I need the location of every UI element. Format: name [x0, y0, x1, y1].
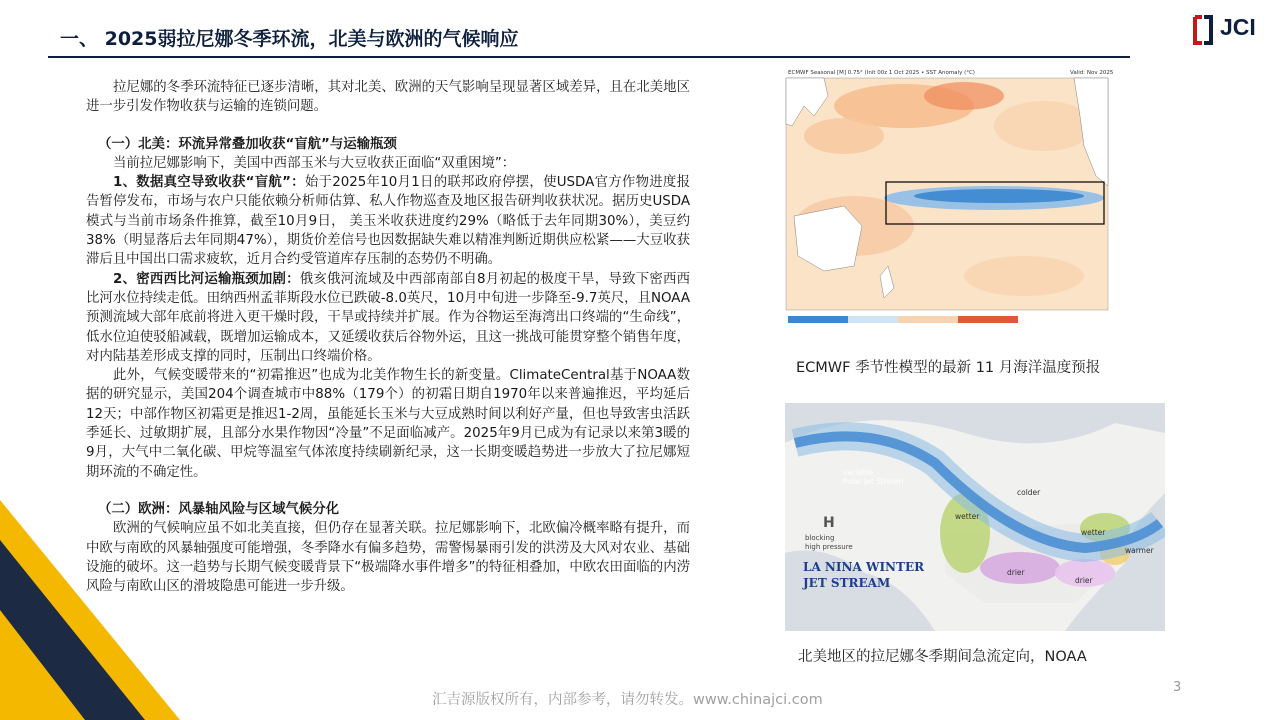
- svg-text:high pressure: high pressure: [805, 543, 853, 551]
- figure1-caption: ECMWF 季节性模型的最新 11 月海洋温度预报: [796, 360, 1101, 376]
- label-jet: Polar Jet Stream: [843, 477, 904, 486]
- map-header-left: ECMWF Seasonal [M] 0.75° (Init 00z 1 Oct 2025 • SST Anomaly (°C): [788, 70, 975, 76]
- paragraph: [86, 270, 690, 366]
- section-heading-north-america: （一）北美：环流异常叠加收获“盲航”与运输瓶颈: [98, 136, 397, 152]
- label-jet-variable: variable: [843, 468, 874, 477]
- map-header-right: Valid: Nov 2025: [1070, 70, 1114, 76]
- paragraph-text: 俄亥俄河流域及中西部南部自8月初起的极度干旱，导致下密西西比河水位持续走低。田纳西州孟菲斯段水位已跌破-8.0英尺，10月中旬进一步降至-9.7英尺，且NOAA预测流域大部年底前将进入更干燥时段，干旱或持续并扩展。作为谷物运至海湾出口终端的“生命线”，低水位迫使驳船减载，既增加运输成本，又延缓收获后谷物外运，且这一挑战可能贯穿整个销售年度，对内陆基差形成支撑的同时，压制出口终端价格。: [86, 271, 690, 364]
- label-colder: colder: [1017, 488, 1041, 497]
- footer-copyright: 汇吉源版权所有，内部参考，请勿转发。www.chinajci.com: [432, 692, 823, 708]
- logo-text: JCI: [1220, 14, 1256, 40]
- bold-lead: 1、数据真空导致收获“盲航”：: [113, 175, 305, 191]
- paragraph-text: 始于2025年10月1日的联邦政府停摆，使USDA官方作物进度报告暂停发布，市场与农户只能依赖分析师估算、私人作物巡查及地区报告研判收获状况。据历史USDA模式与当前市场条件推算，截至10月9日， 美玉米收获进度约29%（略低于去年同期30%），美豆约38%（明显落后去年同期47%），期货价差信号也因数据缺失难以精准判断近期供应松紧——大豆收获滞后且中国出口需求疲软，近月合约受管道库存压制的态势仍不明确。: [86, 175, 690, 268]
- article-body: [86, 78, 690, 596]
- figure2-caption: 北美地区的拉尼娜冬季期间急流定向，NOAA: [798, 649, 1087, 665]
- page-number: 3: [1173, 680, 1182, 695]
- paragraph: 此外，气候变暖带来的“初霜推迟”也成为北美作物生长的新变量。ClimateCentral基于NOAA数据的研究显示，美国204个调查城市中88%（179个）的初霜日期自1970年以来普遍推迟，平均延后12天；中部作物区初霜更是推迟1-2周，虽能延长玉米与大豆成熟时间以利好产量，但也导致害虫活跃季延长、过敏期扩展，且部分水果作物因“冷量”不足面临减产。2025年9月已成为有记录以来第3暖的9月，大气中二氧化碳、甲烷等温室气体浓度持续刷新纪录，这一长期变暖趋势进一步放大了拉尼娜短期环流的不确定性。: [86, 368, 690, 480]
- paragraph: 当前拉尼娜影响下，美国中西部玉米与大豆收获正面临“双重困境”：: [113, 155, 516, 171]
- jet-stream-map: [785, 403, 1165, 631]
- map-title-line1: LA NINA WINTER: [803, 560, 925, 574]
- intro-paragraph: 拉尼娜的冬季环流特征已逐步清晰，其对北美、欧洲的天气影响呈现显著区域差异，且在北美地区进一步引发作物收获与运输的连锁问题。: [86, 80, 690, 115]
- svg-text:blocking: blocking: [805, 534, 835, 542]
- label-drier-2: drier: [1075, 576, 1093, 585]
- label-drier-1: drier: [1007, 568, 1025, 577]
- sst-anomaly-map: [784, 66, 1120, 332]
- label-wetter-west: wetter: [955, 512, 980, 521]
- label-wetter-east: wetter: [1081, 528, 1106, 537]
- title-underline: [48, 56, 1130, 58]
- section-heading-europe: （二）欧洲：风暴轴风险与区域气候分化: [98, 501, 340, 517]
- map-title-line2: JET STREAM: [803, 576, 891, 590]
- page-title: 一、 2025弱拉尼娜冬季环流，北美与欧洲的气候响应: [60, 28, 519, 50]
- bold-lead: 2、密西西比河运输瓶颈加剧：: [113, 271, 300, 287]
- label-high-pressure: H: [823, 515, 835, 531]
- label-warmer: warmer: [1125, 546, 1154, 555]
- paragraph: [86, 173, 690, 269]
- paragraph: 欧洲的气候响应虽不如北美直接，但仍存在显著关联。拉尼娜影响下，北欧偏冷概率略有提升，而中欧与南欧的风暴轴强度可能增强，冬季降水有偏多趋势，需警惕暴雨引发的洪涝及大风对农业、基础设施的破坏。这一趋势与长期气候变暖背景下“极端降水事件增多”的特征相叠加，中欧农田面临的内涝风险与南欧山区的滑坡隐患可能进一步升级。: [86, 521, 690, 595]
